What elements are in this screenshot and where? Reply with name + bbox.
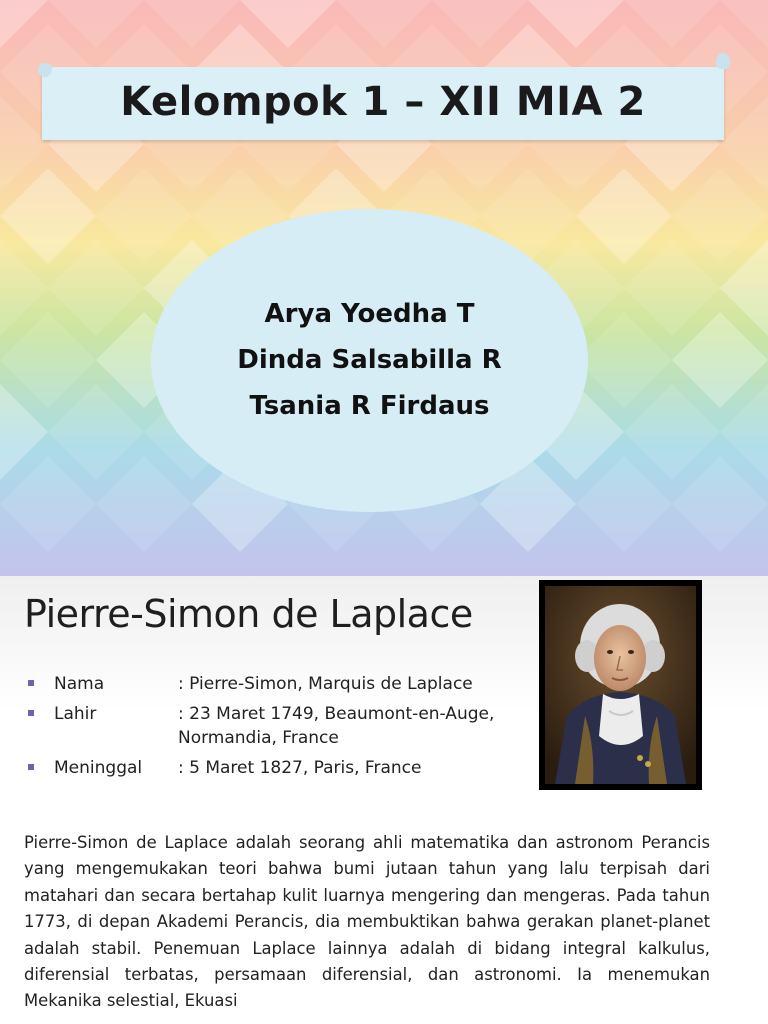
fact-label: Meninggal (54, 758, 143, 778)
diamond-shape (0, 168, 96, 264)
portrait-of-laplace-icon (545, 586, 696, 784)
diamond-shape (672, 456, 768, 552)
square-bullet-icon (28, 710, 34, 716)
fact-value: : 5 Maret 1827, Paris, France (178, 758, 422, 778)
member-name: Dinda Salsabilla R (237, 344, 502, 375)
diamond-shape (48, 384, 144, 480)
diamond-shape (0, 456, 96, 552)
diamond-shape (0, 312, 96, 408)
square-bullet-icon (28, 680, 34, 686)
diamond-shape (672, 312, 768, 408)
diamond-shape (96, 456, 192, 552)
diamond-shape (576, 168, 672, 264)
slide-title: Kelompok 1 – XII MIA 2 (120, 78, 646, 125)
list-item (28, 672, 548, 696)
members-ellipse (151, 209, 588, 512)
portrait-frame (539, 580, 702, 790)
member-name: Tsania R Firdaus (249, 390, 490, 421)
scroll-curl-left (38, 63, 52, 77)
fact-value: : Pierre-Simon, Marquis de Laplace (178, 674, 473, 694)
diamond-shape (672, 168, 768, 264)
diamond-shape (48, 240, 144, 336)
fact-label: Lahir (54, 704, 97, 724)
diamond-shape (576, 312, 672, 408)
biography-paragraph: Pierre-Simon de Laplace adalah seorang ahli matematika dan astronom Perancis yang mengemukakan teori bahwa bumi jutaan tahun yang lalu terpisah dari matahari dan secara bertahap kulit luarnya mengering dan mengeras. Pada tahun 1773, di depan Akademi Perancis, dia membuktikan bahwa gerakan planet-planet adalah stabil. Penemuan Laplace lainnya adalah di bidang integral kalkulus, diferensial terbatas, persamaan diferensial, dan astronomi. Ia menemukan Mekanika selestial, Ekuasi (24, 833, 710, 1011)
title-banner (42, 67, 724, 140)
fact-label: Nama (54, 674, 105, 694)
list-item (28, 756, 548, 780)
diamond-shape (96, 168, 192, 264)
diamond-shape (576, 456, 672, 552)
fact-value: : 23 Maret 1749, Beaumont-en-Auge, Normandia, France (178, 704, 495, 748)
diamond-shape (624, 240, 720, 336)
scroll-curl-right (716, 53, 730, 69)
diamond-shape (624, 384, 720, 480)
biography-slide (0, 576, 768, 1024)
square-bullet-icon (28, 764, 34, 770)
slide-heading: Pierre-Simon de Laplace (24, 592, 473, 636)
member-name: Arya Yoedha T (264, 298, 475, 329)
bio-facts-list (28, 672, 548, 786)
list-item (28, 702, 548, 750)
